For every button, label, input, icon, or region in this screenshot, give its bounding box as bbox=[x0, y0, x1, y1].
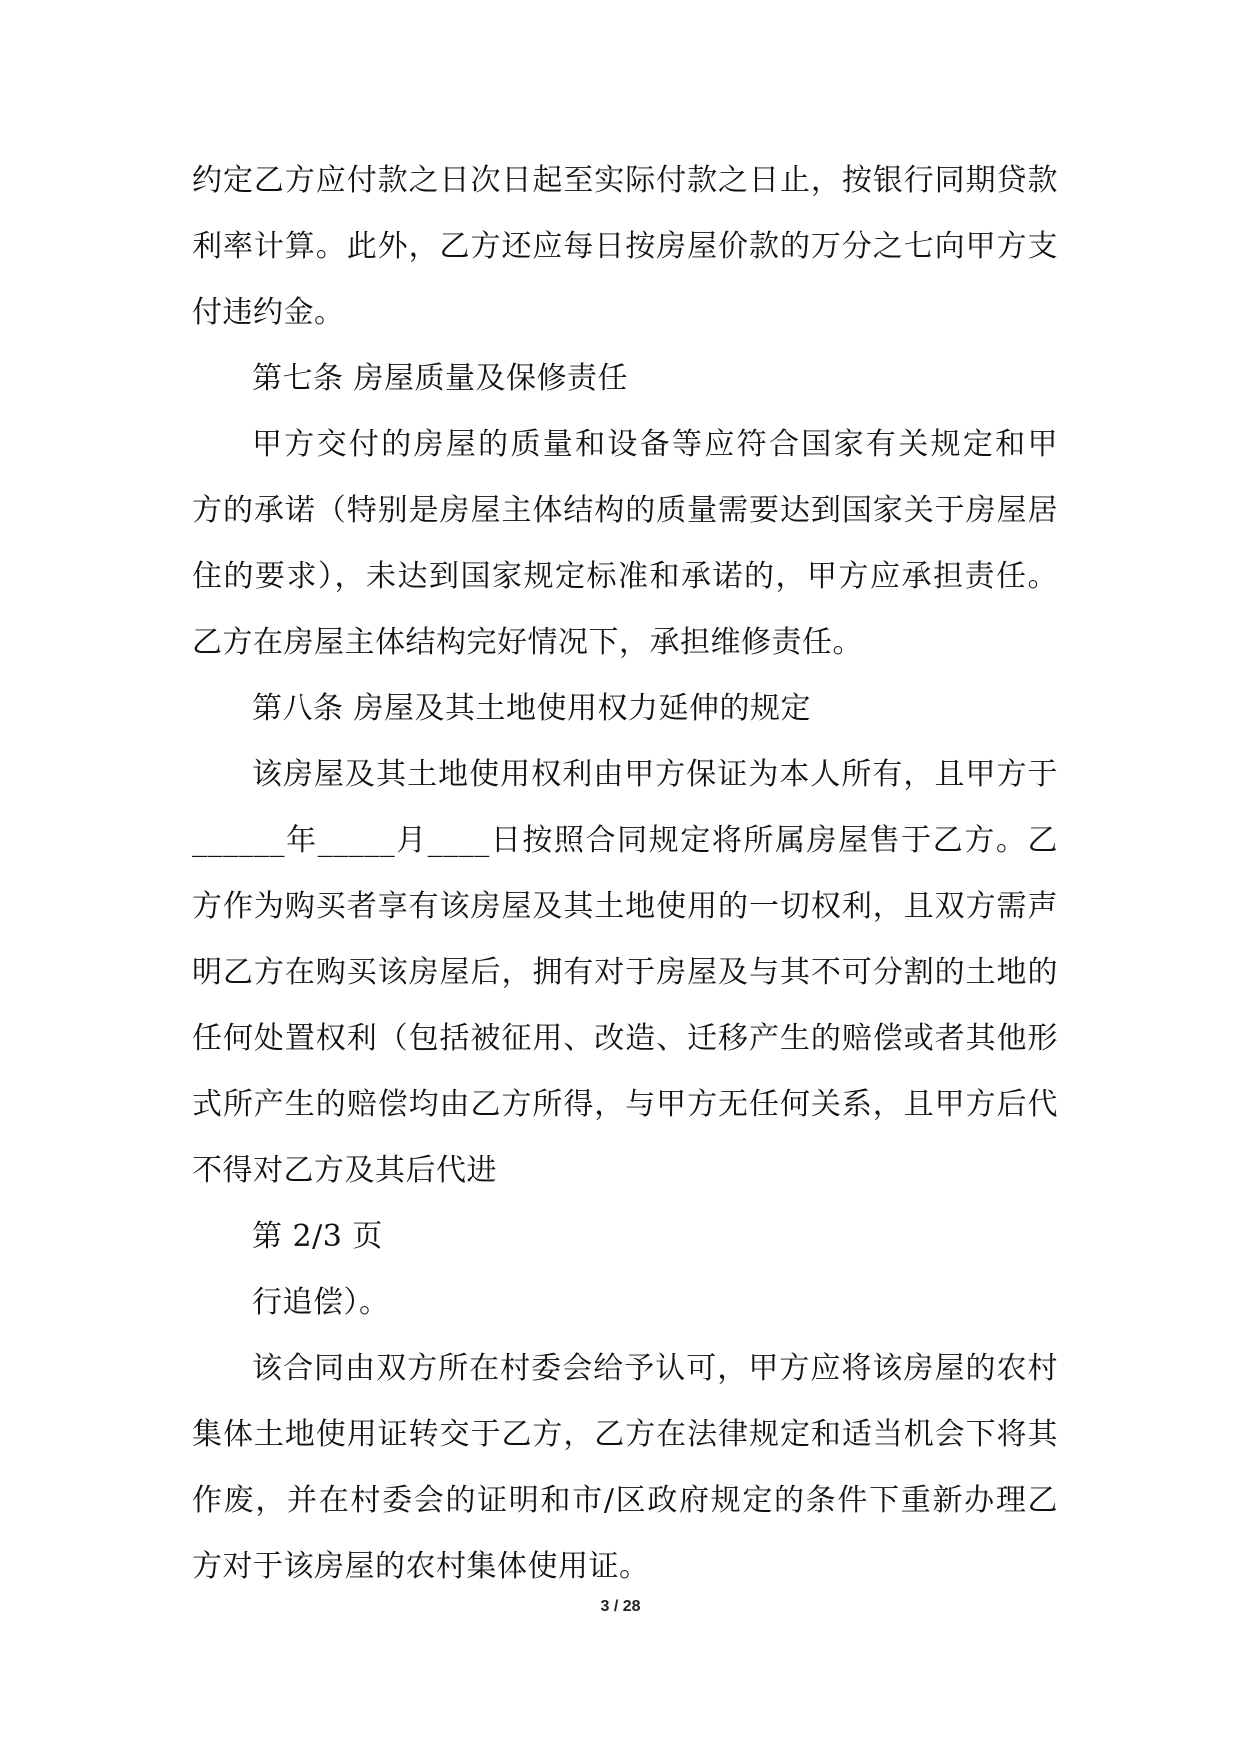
page-number: 3 / 28 bbox=[600, 1598, 641, 1615]
body-text-line: 利率计算。此外，乙方还应每日按房屋价款的万分之七向甲方支 bbox=[192, 229, 1058, 264]
body-text-line: 方的承诺（特别是房屋主体结构的质量需要达到国家关于房屋居 bbox=[192, 493, 1058, 528]
body-text-line: 该房屋及其土地使用权利由甲方保证为本人所有，且甲方于 bbox=[252, 757, 1058, 792]
body-text-line: 付违约金。 bbox=[192, 295, 345, 330]
body-text-line: 甲方交付的房屋的质量和设备等应符合国家有关规定和甲 bbox=[252, 427, 1058, 462]
body-text-line: 约定乙方应付款之日次日起至实际付款之日止，按银行同期贷款 bbox=[192, 163, 1058, 198]
body-text-line: ______年_____月____日按照合同规定将所属房屋售于乙方。乙 bbox=[192, 823, 1058, 858]
body-text-line: 住的要求），未达到国家规定标准和承诺的，甲方应承担责任。 bbox=[192, 559, 1058, 594]
body-text-line: 集体土地使用证转交于乙方，乙方在法律规定和适当机会下将其 bbox=[192, 1417, 1058, 1452]
document-body bbox=[192, 148, 1058, 1600]
body-text-line: 不得对乙方及其后代进 bbox=[192, 1153, 497, 1188]
inline-page-marker: 第 2/3 页 bbox=[252, 1219, 383, 1254]
body-text-line: 方作为购买者享有该房屋及其土地使用的一切权利，且双方需声 bbox=[192, 889, 1058, 924]
body-text-line: 明乙方在购买该房屋后，拥有对于房屋及与其不可分割的土地的 bbox=[192, 955, 1058, 990]
body-text-line: 式所产生的赔偿均由乙方所得，与甲方无任何关系，且甲方后代 bbox=[192, 1087, 1058, 1122]
body-text-line: 方对于该房屋的农村集体使用证。 bbox=[192, 1549, 650, 1584]
section-heading: 第八条 房屋及其土地使用权力延伸的规定 bbox=[252, 691, 812, 726]
body-text-line: 作废，并在村委会的证明和市/区政府规定的条件下重新办理乙 bbox=[192, 1483, 1058, 1518]
body-text-line: 任何处置权利（包括被征用、改造、迁移产生的赔偿或者其他形 bbox=[192, 1021, 1058, 1056]
body-text-line: 该合同由双方所在村委会给予认可，甲方应将该房屋的农村 bbox=[252, 1351, 1058, 1386]
body-text-line: 乙方在房屋主体结构完好情况下，承担维修责任。 bbox=[192, 625, 863, 660]
body-text-line: 行追偿）。 bbox=[252, 1285, 390, 1320]
section-heading: 第七条 房屋质量及保修责任 bbox=[252, 361, 629, 396]
